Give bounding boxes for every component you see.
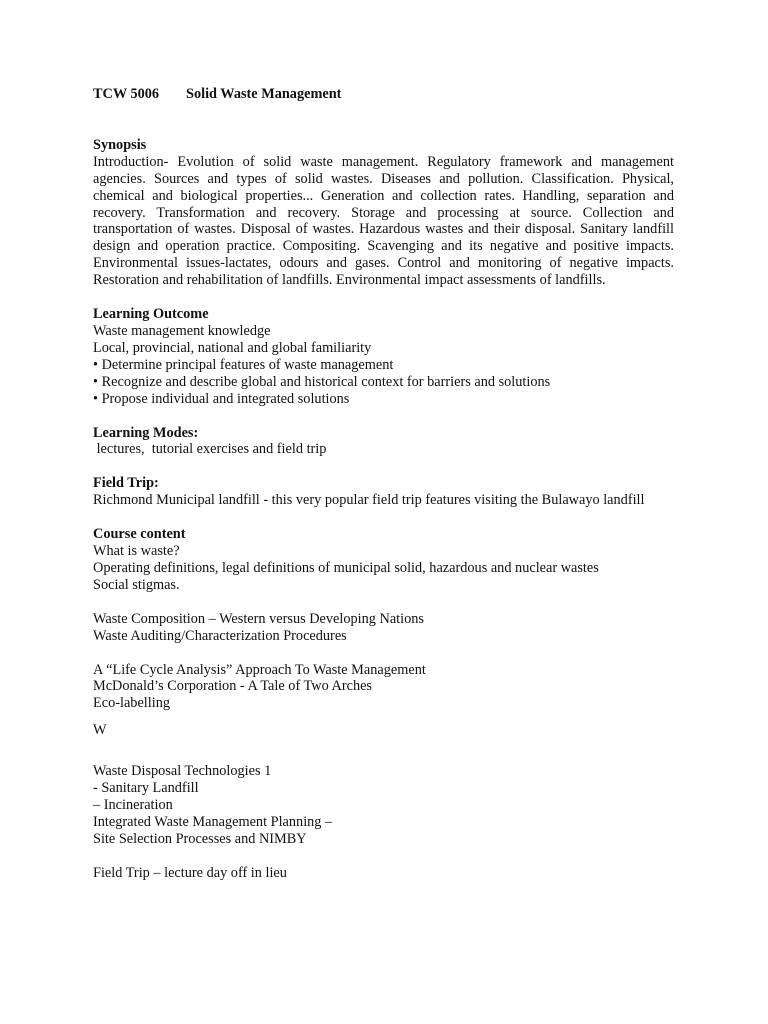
spacer: [93, 848, 674, 865]
spacer: [93, 712, 674, 722]
course-title-row: [93, 86, 674, 103]
content-line: - Sanitary Landfill: [93, 780, 199, 797]
content-line: What is waste?: [93, 543, 180, 560]
content-line: – Incineration: [93, 797, 173, 813]
learning-outcome-line: Local, provincial, national and global familiarity: [93, 339, 372, 356]
content-line: McDonald’s Corporation - A Tale of Two Arches: [93, 678, 372, 695]
learning-outcome-section: [93, 306, 674, 407]
spacer: [93, 594, 674, 611]
content-line: Operating definitions, legal definitions of municipal solid, hazardous and nuclear wastes: [93, 559, 599, 576]
spacer: [93, 645, 674, 662]
field-trip-text: Richmond Municipal landfill - this very popular field trip features visiting the Bulawayo landfill: [93, 492, 645, 509]
learning-outcome-line: Waste management knowledge: [93, 322, 271, 339]
content-line: Waste Auditing/Characterization Procedures: [93, 627, 347, 644]
synopsis-heading: Synopsis: [93, 136, 147, 153]
learning-modes-text: lectures, tutorial exercises and field trip: [93, 441, 327, 458]
content-line: Eco-labelling: [93, 695, 171, 712]
learning-outcome-bullet: • Propose individual and integrated solutions: [93, 391, 674, 408]
content-line: A “Life Cycle Analysis” Approach To Waste Management: [93, 661, 426, 678]
learning-modes-heading: Learning Modes:: [93, 424, 199, 441]
learning-outcome-bullet: • Determine principal features of waste management: [93, 357, 674, 374]
content-line: Waste Composition – Western versus Developing Nations: [93, 610, 424, 627]
course-title: Solid Waste Management: [186, 86, 342, 102]
spacer: [93, 739, 674, 763]
synopsis-text: Introduction- Evolution of solid waste management. Regulatory framework and management agencies. Sources and types of solid wastes. Diseases and pollution. Classification. Physical, chemical and biological properties... Generation and collection rates. Handling, separation and recovery. Transformation and recovery. Storage and processing at source. Collection and transportation of wastes. Disposal of wastes. Hazardous wastes and their disposal. Sanitary landfill design and operation practice. Compositing. Scavenging and its negative and positive impacts. Environmental issues-lactates, odours and gases. Control and monitoring of negative impacts. Restoration and rehabilitation of landfills. Environmental impact assessments of landfills.: [93, 153, 674, 289]
synopsis-section: [93, 137, 674, 289]
content-line: Site Selection Processes and NIMBY: [93, 830, 307, 847]
content-line: Social stigmas.: [93, 576, 180, 593]
field-trip-section: [93, 475, 674, 509]
learning-outcome-bullet: • Recognize and describe global and historical context for barriers and solutions: [93, 374, 674, 391]
content-line: Field Trip – lecture day off in lieu: [93, 864, 287, 881]
content-line: Integrated Waste Management Planning –: [93, 813, 333, 830]
learning-outcome-heading: Learning Outcome: [93, 306, 209, 323]
content-line: W: [93, 722, 107, 739]
field-trip-heading: Field Trip:: [93, 475, 159, 492]
content-line: Waste Disposal Technologies 1: [93, 763, 272, 780]
course-content-heading: Course content: [93, 526, 186, 543]
course-code: TCW 5006: [93, 86, 160, 102]
course-content-section: [93, 526, 674, 882]
learning-modes-section: [93, 425, 674, 459]
